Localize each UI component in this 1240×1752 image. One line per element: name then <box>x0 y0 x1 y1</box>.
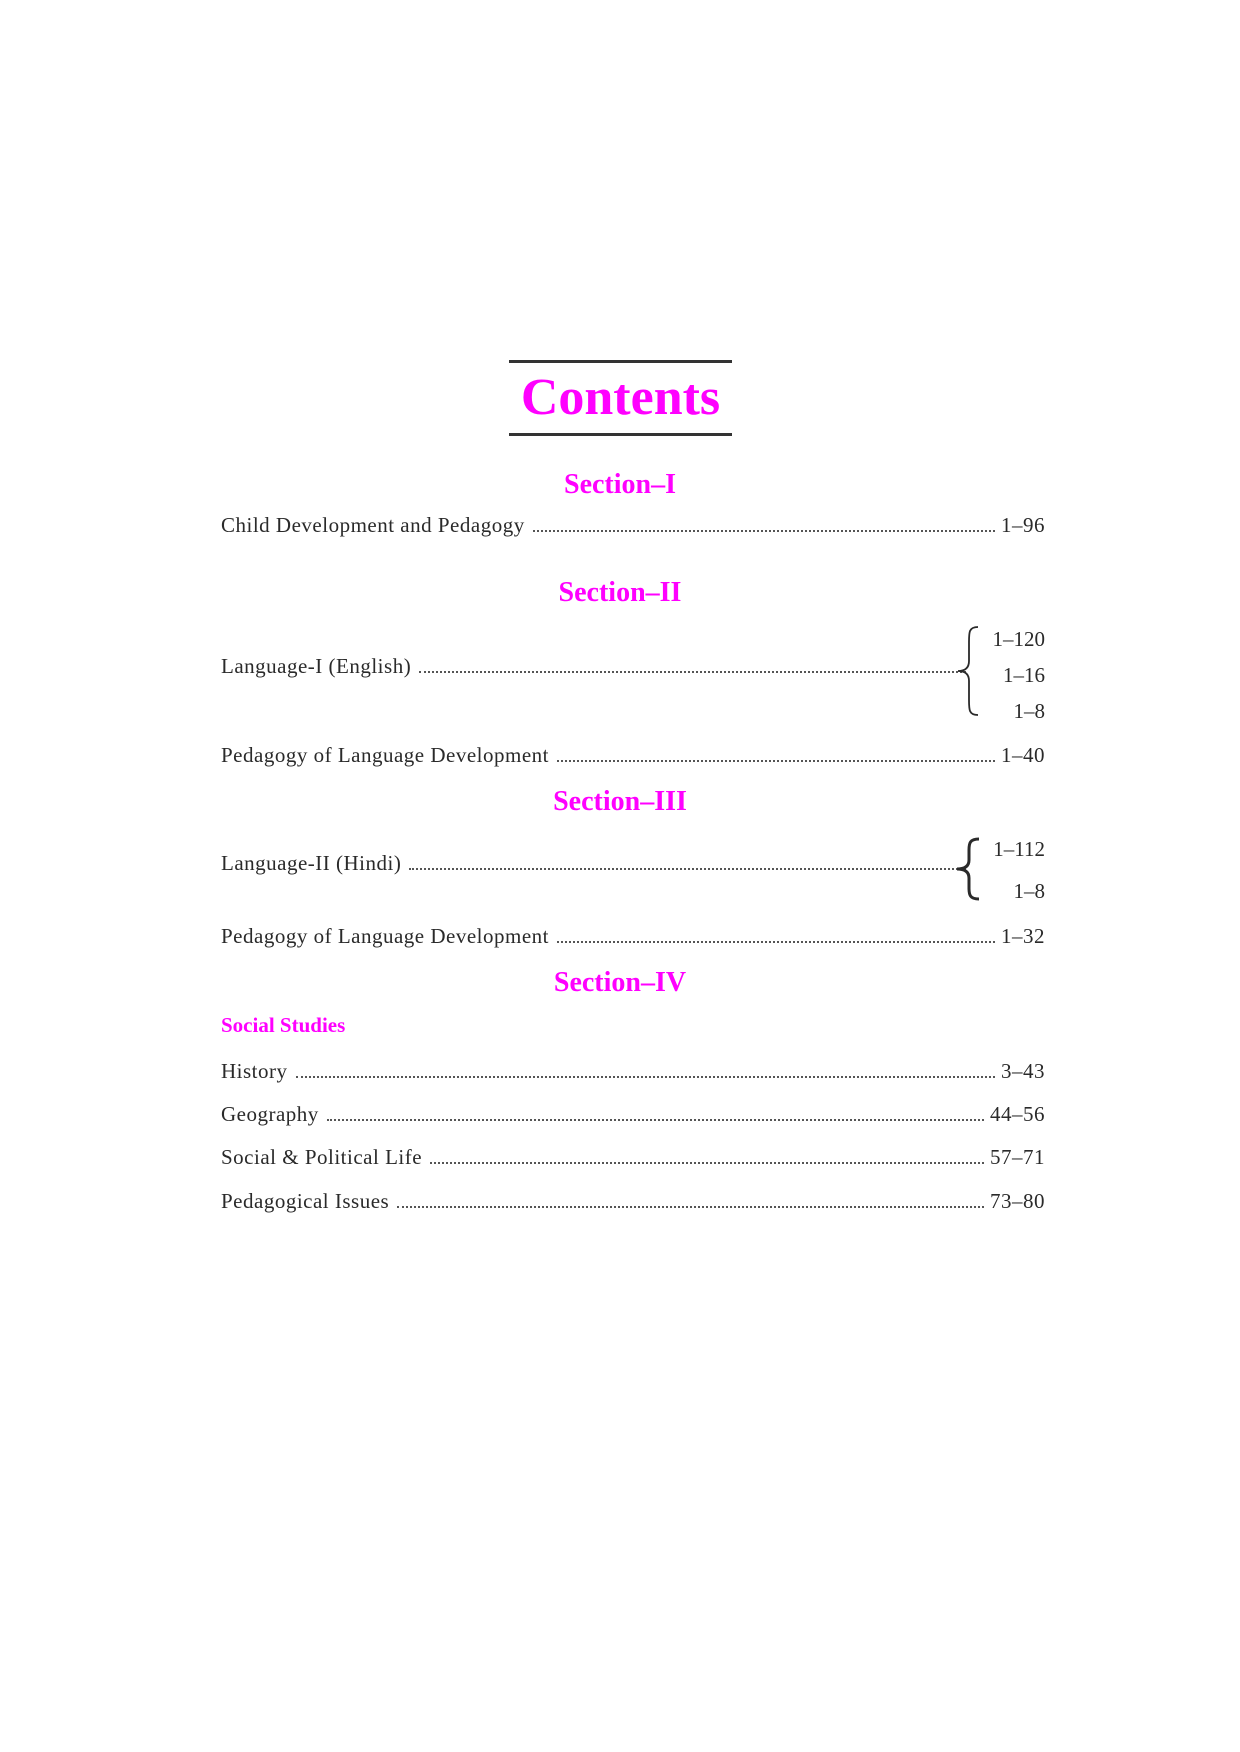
toc-entry-label: Child Development and Pedagogy <box>221 513 525 537</box>
dot-leader <box>409 868 966 870</box>
toc-entry-label: History <box>221 1059 288 1083</box>
contents-title-block <box>509 360 732 436</box>
dot-leader <box>430 1162 984 1164</box>
toc-entry-pages: 44–56 <box>990 1102 1045 1126</box>
dot-leader <box>419 671 966 673</box>
toc-entry-pages: 1–40 <box>1001 743 1045 767</box>
toc-entry-pages: 57–71 <box>990 1145 1045 1169</box>
toc-entry-pages: 3–43 <box>1001 1059 1045 1083</box>
toc-entry-label: Pedagogy of Language Development <box>221 924 549 948</box>
page-title: Contents <box>520 369 721 426</box>
toc-entry-pages: 1–16 <box>1003 663 1045 687</box>
toc-entry-pages: 1–96 <box>1001 513 1045 537</box>
subheading-social-studies: Social Studies <box>221 1013 346 1037</box>
toc-entry-pages: 1–8 <box>1013 879 1045 903</box>
dot-leader <box>557 760 995 762</box>
toc-entry-label: Language-II (Hindi) <box>221 851 402 875</box>
section-heading-1: Section–I <box>564 469 676 500</box>
toc-entry-pages: 1–112 <box>993 837 1045 861</box>
toc-entry-pedagogical-issues[interactable] <box>221 1186 1045 1214</box>
toc-entry-label: Social & Political Life <box>221 1145 423 1169</box>
brace-page-list <box>970 834 1045 904</box>
toc-entry-language-2-hindi[interactable] <box>221 848 966 876</box>
dot-leader <box>533 530 995 532</box>
toc-entry-geography[interactable] <box>221 1099 1045 1127</box>
dot-leader <box>327 1119 984 1121</box>
toc-entry-label: Geography <box>221 1102 319 1126</box>
title-bottom-rule <box>509 433 732 436</box>
section-heading-3: Section–III <box>553 786 687 817</box>
toc-entry-social-political-life[interactable] <box>221 1142 1045 1170</box>
toc-entry-label: Pedagogical Issues <box>221 1189 390 1213</box>
section-heading-2: Section–II <box>558 577 682 608</box>
brace-page-list <box>970 624 1045 723</box>
toc-entry-child-development[interactable] <box>221 510 1045 538</box>
toc-entry-pedagogy-language-2[interactable] <box>221 921 1045 949</box>
dot-leader <box>296 1076 996 1078</box>
dot-leader <box>397 1206 984 1208</box>
title-top-rule <box>509 360 732 363</box>
toc-entry-pages: 1–8 <box>1013 699 1045 723</box>
toc-entry-pages: 1–32 <box>1001 924 1045 948</box>
toc-entry-language-1-english[interactable] <box>221 651 966 679</box>
toc-entry-pages: 1–120 <box>992 627 1045 651</box>
section-heading-4: Section–IV <box>553 967 687 998</box>
toc-entry-pedagogy-language-1[interactable] <box>221 740 1045 768</box>
toc-entry-label: Language-I (English) <box>221 654 412 678</box>
toc-entry-pages: 73–80 <box>990 1189 1045 1213</box>
toc-entry-label: Pedagogy of Language Development <box>221 743 549 767</box>
dot-leader <box>557 941 995 943</box>
toc-entry-history[interactable] <box>221 1056 1045 1084</box>
